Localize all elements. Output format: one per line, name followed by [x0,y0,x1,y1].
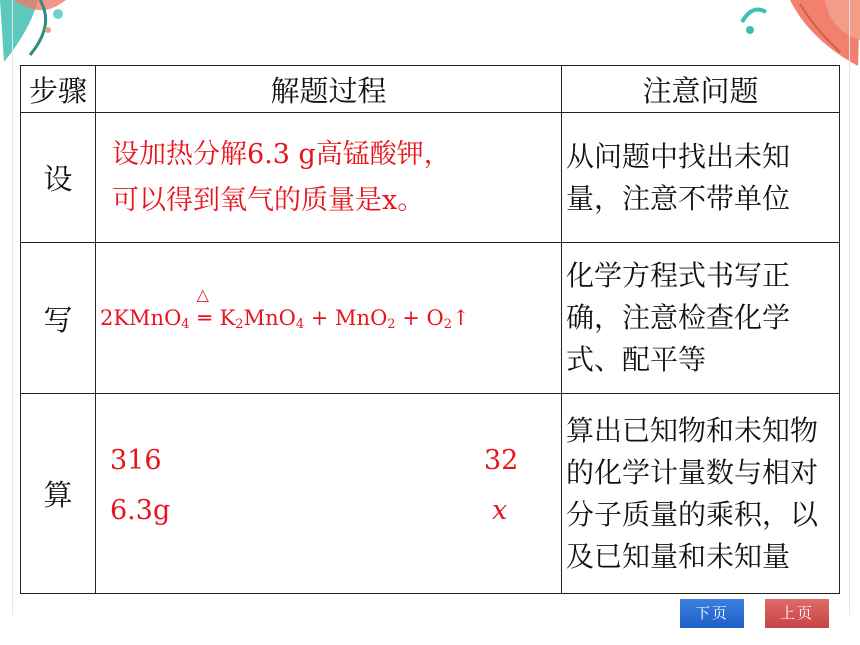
process-cell [96,113,562,243]
next-page-button[interactable]: 下页 [680,599,744,628]
header-notes: 注意问题 [562,66,840,113]
table-row [21,394,840,594]
calc-left-top: 316 [110,445,162,476]
note-cell: 算出已知物和未知物的化学计量数与相对分子质量的乘积，以及已知量和未知量 [562,394,840,594]
heat-triangle-icon: △ [196,284,209,304]
process-line: 可以得到氧气的质量是x。 [112,184,425,216]
calc-right-top: 32 [484,445,519,476]
heat-condition: △ ═ [196,284,211,330]
note-cell: 从问题中找出未知量，注意不带单位 [562,113,840,243]
note-cell: 化学方程式书写正确，注意检查化学式、配平等 [562,243,840,394]
header-step: 步骤 [21,66,96,113]
chemical-equation: 2KMnO$_4$ △ ═ $K_2MnO_4 + MnO_2$ + $O_2↑$ [96,243,562,394]
table-row [21,243,840,394]
process-line: 设加热分解6.3 g高锰酸钾， [112,138,451,170]
step-label: 设 [21,113,96,243]
calc-left-bottom: 6.3g [110,495,171,526]
solution-steps-table [20,65,840,594]
calculation-cell [96,394,562,594]
step-label: 写 [21,243,96,394]
header-process: 解题过程 [96,66,562,113]
calc-right-bottom: x [492,495,508,526]
gas-arrow-icon: ↑ [452,305,470,330]
step-label: 算 [21,394,96,594]
table-row [21,113,840,243]
prev-page-button[interactable]: 上页 [765,599,829,628]
table-header-row [21,66,840,113]
